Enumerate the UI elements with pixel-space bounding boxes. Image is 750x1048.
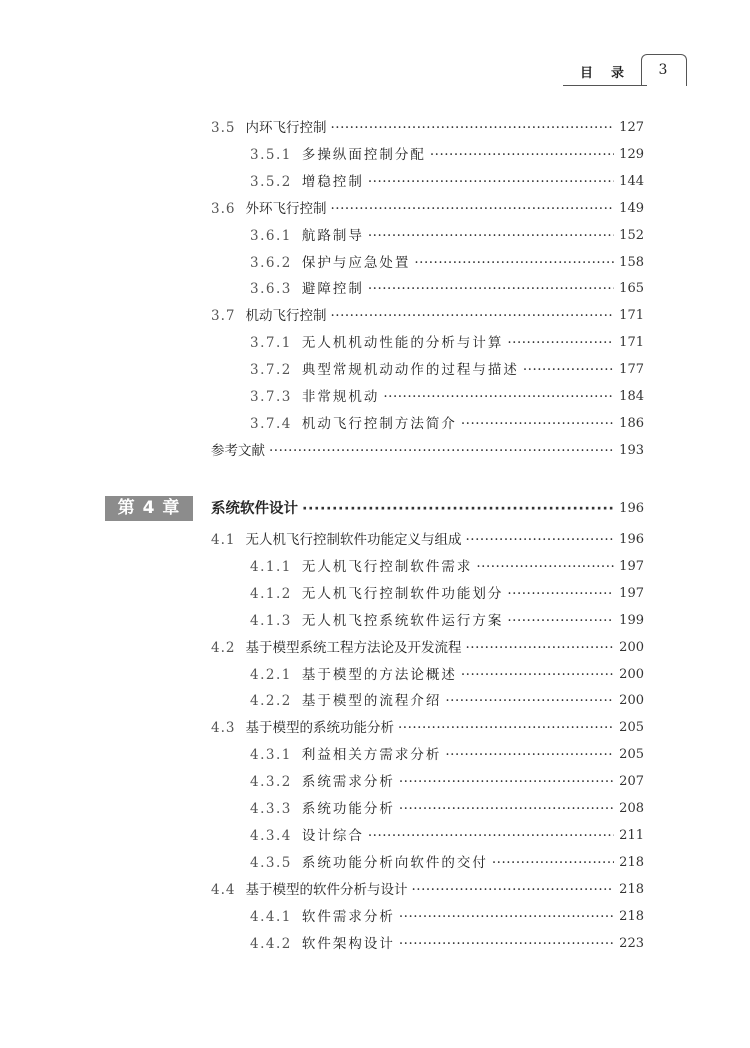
leader-dots [330, 303, 614, 329]
section-page: 199 [619, 612, 644, 628]
section-page: 197 [619, 558, 644, 574]
section-page: 184 [619, 389, 644, 404]
section-number: 4.4.1 [250, 908, 292, 925]
section-title: 保护与应急处置 [301, 254, 411, 271]
section-number: 4.1.3 [250, 612, 292, 629]
leader-dots [461, 662, 614, 688]
leader-dots [399, 796, 614, 822]
section-number: 4.2.2 [250, 693, 292, 710]
page-number: 3 [658, 62, 668, 78]
section-page: 196 [619, 532, 644, 547]
section-page: 144 [619, 173, 644, 189]
section-title: 外环飞行控制 [245, 200, 327, 217]
toc-entry[interactable] [211, 196, 644, 222]
section-title: 机动飞行控制方法简介 [301, 415, 457, 432]
toc-entry[interactable] [250, 554, 644, 580]
toc-entry[interactable] [250, 742, 644, 768]
leader-dots [445, 742, 614, 768]
section-number: 3.6.3 [250, 281, 292, 298]
section-title: 基于模型的方法论概述 [301, 666, 457, 683]
section-title: 增稳控制 [301, 173, 364, 190]
section-number: 3.7.1 [250, 335, 292, 352]
leader-dots [507, 330, 614, 356]
toc-entry[interactable] [250, 608, 644, 634]
toc-entry[interactable] [250, 142, 644, 168]
section-number: 4.2.1 [250, 666, 292, 683]
section-page: 205 [619, 720, 644, 736]
leader-dots [465, 635, 614, 661]
section-number: 4.2 [211, 639, 236, 656]
section-number: 4.4.2 [250, 935, 292, 952]
section-page: 205 [619, 747, 644, 763]
leader-dots [507, 608, 614, 634]
toc-entry[interactable] [211, 527, 644, 553]
section-page: 197 [619, 585, 644, 601]
section-page: 218 [619, 908, 644, 924]
toc-entry[interactable] [250, 931, 644, 957]
leader-dots [330, 115, 614, 141]
leader-dots [368, 223, 614, 249]
section-page: 200 [619, 693, 644, 709]
toc-entry[interactable] [250, 769, 644, 795]
leader-dots [399, 904, 614, 930]
section-number: 3.7.2 [250, 362, 292, 379]
leader-dots [414, 250, 614, 276]
section-title: 系统功能分析 [301, 801, 395, 817]
toc-entry[interactable] [250, 581, 644, 607]
section-page: 177 [619, 362, 644, 378]
toc-entry[interactable] [250, 330, 644, 356]
section-title: 基于模型的流程介绍 [301, 693, 442, 710]
section-number: 4.1.2 [250, 585, 292, 602]
section-page: 200 [619, 639, 644, 655]
section-title: 内环飞行控制 [245, 120, 327, 136]
section-title: 无人机飞控系统软件运行方案 [301, 612, 504, 629]
section-number: 4.3.2 [250, 774, 292, 791]
section-page: 223 [619, 935, 644, 951]
section-title: 无人机飞行控制软件功能定义与组成 [245, 532, 462, 548]
section-page: 208 [619, 801, 644, 816]
section-title: 基于模型的软件分析与设计 [245, 881, 408, 898]
leader-dots [383, 384, 614, 410]
section-page: 152 [619, 227, 644, 243]
section-number: 3.5.1 [250, 146, 292, 163]
section-number: 3.6.2 [250, 254, 292, 271]
section-number: 4.3 [211, 720, 236, 737]
section-page: 129 [619, 146, 644, 162]
section-title: 利益相关方需求分析 [301, 747, 442, 764]
section-number: 4.3.4 [250, 827, 292, 844]
section-title: 无人机飞行控制软件需求 [301, 558, 473, 575]
toc-entry[interactable] [211, 635, 644, 661]
section-number: 3.5.2 [250, 173, 292, 190]
section-page: 218 [619, 881, 644, 897]
section-number: 3.5 [211, 120, 236, 136]
toc-entry[interactable] [250, 662, 644, 688]
section-title: 多操纵面控制分配 [301, 146, 426, 163]
leader-dots [461, 411, 614, 437]
section-page: 186 [619, 415, 644, 431]
chapter-heading[interactable] [211, 496, 644, 522]
section-number: 4.3.3 [250, 801, 292, 817]
section-title: 设计综合 [301, 827, 364, 844]
section-page: 211 [619, 827, 644, 843]
section-page: 171 [619, 308, 644, 324]
section-number: 3.6.1 [250, 227, 292, 244]
section-title: 航路制导 [301, 227, 364, 244]
toc-entry[interactable] [250, 823, 644, 849]
section-number: 4.1 [211, 532, 236, 548]
section-title: 系统需求分析 [301, 774, 395, 791]
section-title: 基于模型系统工程方法论及开发流程 [245, 639, 462, 656]
toc-entry[interactable] [250, 276, 644, 302]
leader-dots [465, 527, 614, 553]
leader-dots [399, 769, 614, 795]
section-number: 3.6 [211, 200, 236, 217]
toc-entry[interactable] [250, 904, 644, 930]
section-title: 参考文献 [211, 442, 265, 459]
section-page: 158 [619, 254, 644, 270]
leader-dots [398, 715, 614, 741]
section-title: 机动飞行控制 [245, 308, 327, 325]
chapter-badge: 第 4 章 [105, 496, 193, 521]
header-rule [563, 85, 647, 86]
chapter-page: 196 [619, 501, 644, 516]
section-title: 无人机飞行控制软件功能划分 [301, 585, 504, 602]
section-title: 无人机机动性能的分析与计算 [301, 335, 504, 352]
toc-entry[interactable] [211, 877, 644, 903]
leader-dots [368, 823, 614, 849]
section-number: 4.3.1 [250, 747, 292, 764]
section-page: 193 [619, 442, 644, 458]
leader-dots [523, 357, 614, 383]
section-page: 165 [619, 281, 644, 297]
toc-entry[interactable] [211, 715, 644, 741]
toc-entry[interactable] [250, 850, 644, 876]
section-page: 171 [619, 335, 644, 351]
toc-entry[interactable] [250, 411, 644, 437]
page-header [0, 52, 750, 88]
section-title: 典型常规机动动作的过程与描述 [301, 362, 519, 379]
leader-dots [430, 142, 614, 168]
section-number: 4.1.1 [250, 558, 292, 575]
section-title: 避障控制 [301, 281, 364, 298]
leader-dots [399, 931, 614, 957]
chapter-title: 系统软件设计 [211, 501, 298, 517]
leader-dots [507, 581, 614, 607]
leader-dots [476, 554, 614, 580]
section-page: 149 [619, 200, 644, 216]
leader-dots [492, 850, 614, 876]
leader-dots [368, 276, 614, 302]
section-page: 127 [619, 120, 644, 135]
section-page: 200 [619, 666, 644, 682]
section-title: 非常规机动 [301, 389, 380, 405]
leader-dots [368, 169, 614, 195]
section-page: 218 [619, 854, 644, 870]
section-number: 4.4 [211, 881, 236, 898]
section-page: 207 [619, 774, 644, 790]
section-title: 软件架构设计 [301, 935, 395, 952]
leader-dots [302, 496, 614, 522]
toc-entry[interactable] [250, 688, 644, 714]
section-title: 软件需求分析 [301, 908, 395, 925]
section-title: 基于模型的系统功能分析 [245, 720, 394, 737]
toc-entry[interactable] [250, 223, 644, 249]
leader-dots [269, 438, 614, 464]
toc-entry[interactable] [211, 438, 644, 464]
toc-entry[interactable] [250, 796, 644, 822]
section-number: 3.7.3 [250, 389, 292, 405]
leader-dots [330, 196, 614, 222]
toc-entry[interactable] [250, 357, 644, 383]
toc-entry[interactable] [250, 384, 644, 410]
toc-entry[interactable] [250, 250, 644, 276]
toc-entry[interactable] [211, 115, 644, 141]
toc-entry[interactable] [250, 169, 644, 195]
section-title: 系统功能分析向软件的交付 [301, 854, 488, 871]
section-number: 4.3.5 [250, 854, 292, 871]
leader-dots [411, 877, 614, 903]
leader-dots [445, 688, 614, 714]
section-number: 3.7 [211, 308, 236, 325]
header-title: 目录 [580, 66, 643, 81]
toc-entry[interactable] [211, 303, 644, 329]
section-number: 3.7.4 [250, 415, 292, 432]
